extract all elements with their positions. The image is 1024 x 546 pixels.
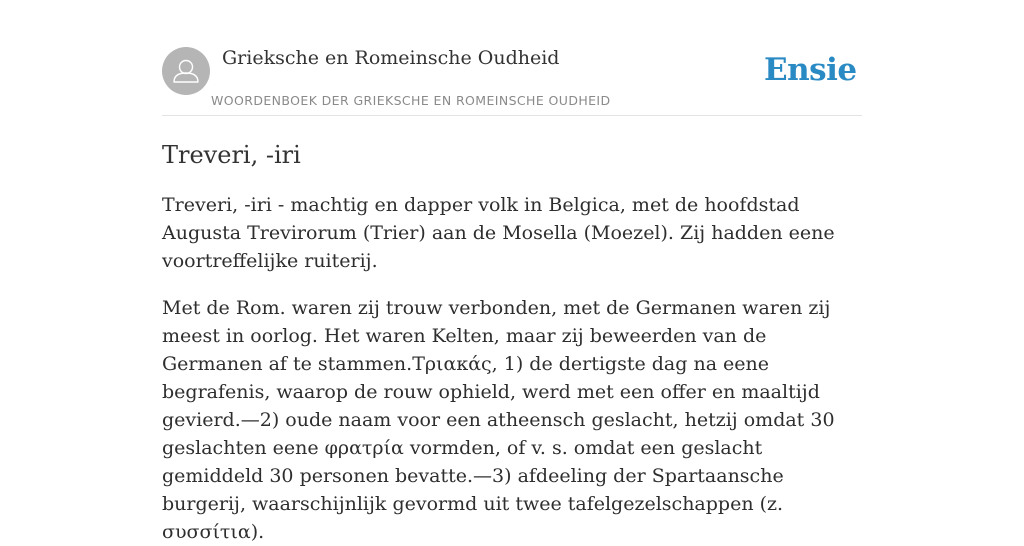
avatar[interactable] [162, 47, 210, 95]
source-title-link[interactable]: Grieksche en Romeinsche Oudheid [222, 47, 560, 69]
article [162, 136, 862, 546]
header-divider [162, 115, 862, 116]
user-silhouette-icon [162, 47, 210, 95]
ensie-logo[interactable]: Ensie [764, 52, 857, 88]
entry-title: Treveri, -iri [162, 141, 301, 169]
source-subtitle: WOORDENBOEK DER GRIEKSCHE EN ROMEINSCHE OUDHEID [211, 93, 611, 108]
definition-paragraph-2: Met de Rom. waren zij trouw verbonden, met de Germanen waren zij meest in oorlog. Het waren Kelten, maar zij beweerden van de Germanen af te stammen.Τριακάς, 1) de dertigste dag na eene begrafenis, waarop de rouw ophield, werd met een offer en maaltijd gevierd.—2) oude naam voor een atheensch geslacht, hetzij omdat 30 geslachten eene φρατρία vormden, of v. s. omdat een geslacht gemiddeld 30 personen bevatte.—3) afdeeling der Spartaansche burgerij, waarschijnlijk gevormd uit twee tafelgezelschappen (z. συσσίτια). [162, 297, 835, 543]
definition-paragraph-1: Treveri, -iri - machtig en dapper volk in Belgica, met de hoofdstad Augusta Trevirorum (Trier) aan de Mosella (Moezel). Zij hadden eene voortreffelijke ruiterij. [162, 194, 835, 272]
